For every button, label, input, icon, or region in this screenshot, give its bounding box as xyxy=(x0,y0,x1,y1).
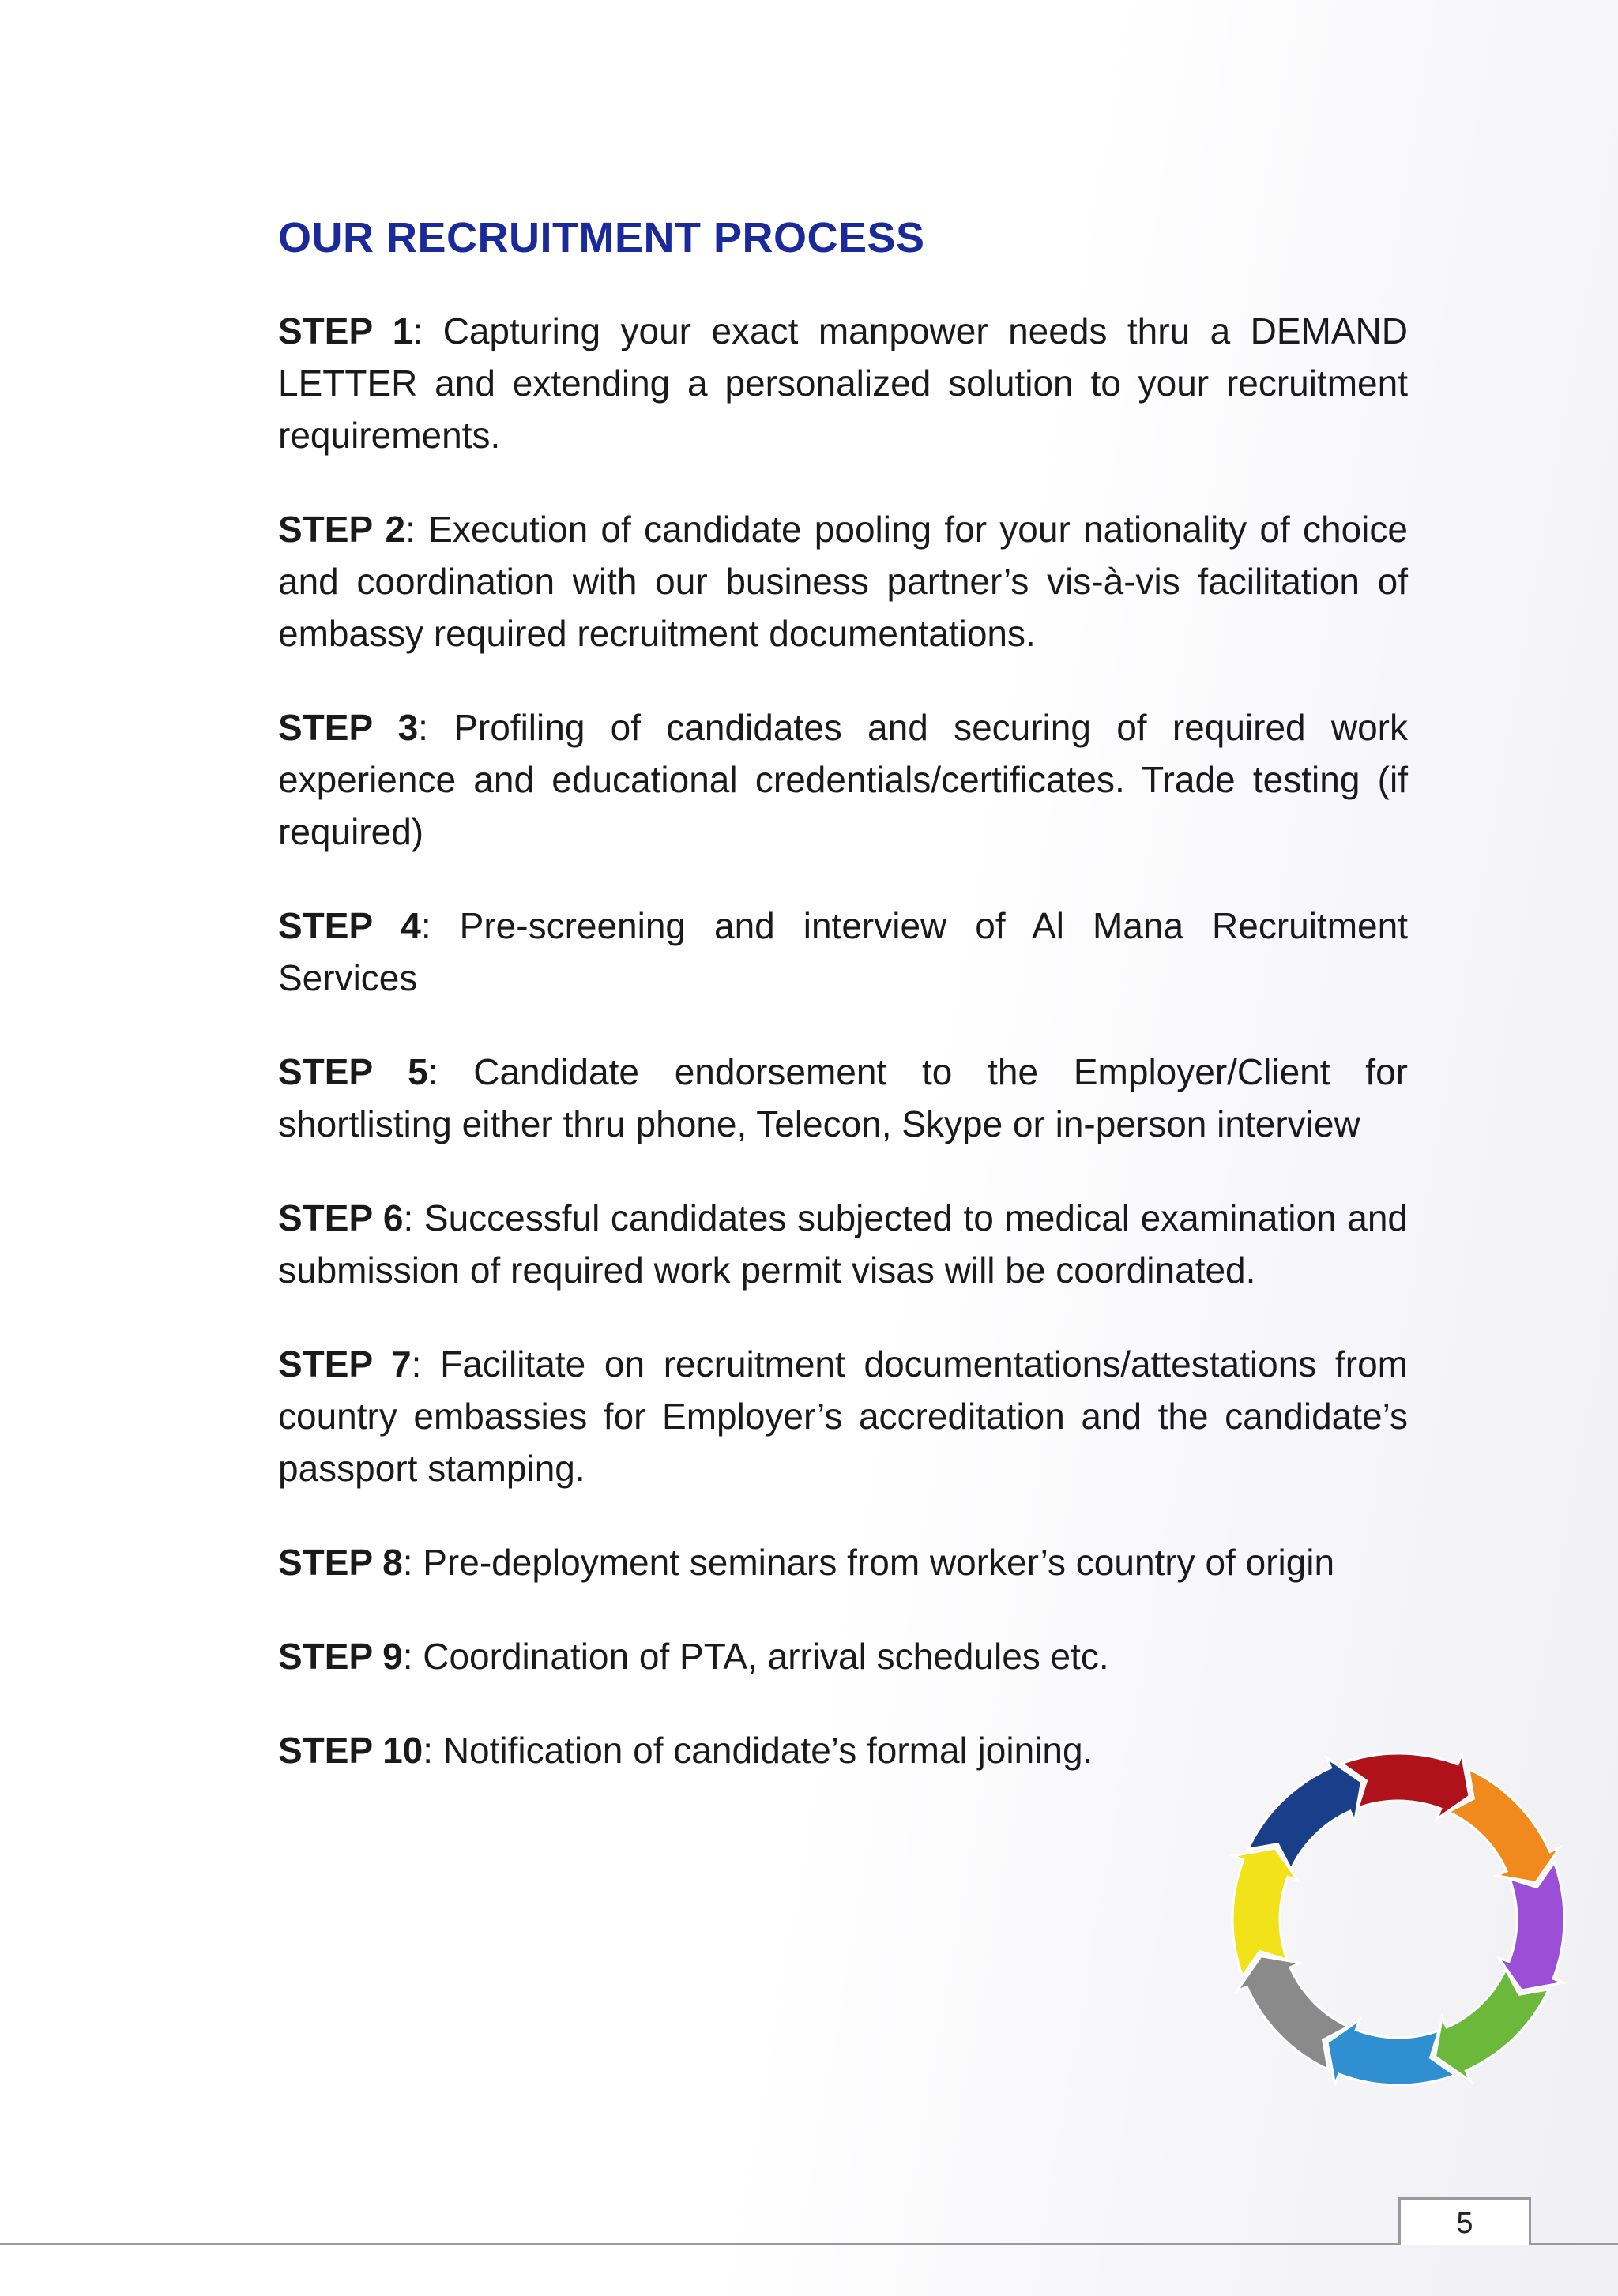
step-text: : Successful candidates subjected to medical examination and submission of required work permit visas will be coordinated. xyxy=(278,1197,1408,1291)
step-5 xyxy=(278,1046,1408,1150)
step-2 xyxy=(278,503,1408,659)
step-4 xyxy=(278,900,1408,1004)
page-number: 5 xyxy=(1398,2197,1531,2245)
footer-rule xyxy=(0,2243,1618,2245)
page-title: OUR RECRUITMENT PROCESS xyxy=(278,214,925,261)
cycle-arrows-icon xyxy=(1193,1722,1604,2133)
step-text: : Notification of candidate’s formal joining. xyxy=(423,1730,1093,1771)
step-text: : Profiling of candidates and securing of required work experience and educational credentials/certificates. Trade testing (if required) xyxy=(278,707,1408,852)
step-text: : Facilitate on recruitment documentations/attestations from country embassies for Employer’s accreditation and the candidate’s passport stamping. xyxy=(278,1343,1408,1489)
step-1 xyxy=(278,305,1408,461)
step-label: STEP 10 xyxy=(278,1730,423,1771)
step-text: : Capturing your exact manpower needs thru a DEMAND LETTER and extending a personalized solution to your recruitment requirements. xyxy=(278,310,1408,456)
step-6 xyxy=(278,1192,1408,1296)
step-label: STEP 9 xyxy=(278,1636,403,1677)
step-text: : Execution of candidate pooling for your nationality of choice and coordination with our business partner’s vis-à-vis facilitation of embassy required recruitment documentations. xyxy=(278,509,1408,654)
step-text: : Pre-deployment seminars from worker’s country of origin xyxy=(402,1542,1335,1583)
step-label: STEP 7 xyxy=(278,1343,412,1385)
step-label: STEP 3 xyxy=(278,707,419,748)
step-label: STEP 2 xyxy=(278,509,406,550)
step-text: : Coordination of PTA, arrival schedules etc. xyxy=(402,1636,1109,1677)
step-7 xyxy=(278,1338,1408,1494)
step-text: : Pre-screening and interview of Al Mana Recruitment Services xyxy=(278,905,1408,998)
step-text: : Candidate endorsement to the Employer/Client for shortlisting either thru phone, Telecon, Skype or in-person interview xyxy=(278,1051,1408,1144)
step-3 xyxy=(278,701,1408,858)
step-label: STEP 8 xyxy=(278,1542,403,1583)
step-label: STEP 5 xyxy=(278,1051,428,1092)
step-label: STEP 1 xyxy=(278,310,413,351)
step-10 xyxy=(278,1724,1179,1776)
step-label: STEP 4 xyxy=(278,905,421,946)
step-9 xyxy=(278,1630,1179,1682)
document-body xyxy=(278,213,1408,1818)
step-label: STEP 6 xyxy=(278,1197,404,1238)
step-8 xyxy=(278,1536,1408,1588)
